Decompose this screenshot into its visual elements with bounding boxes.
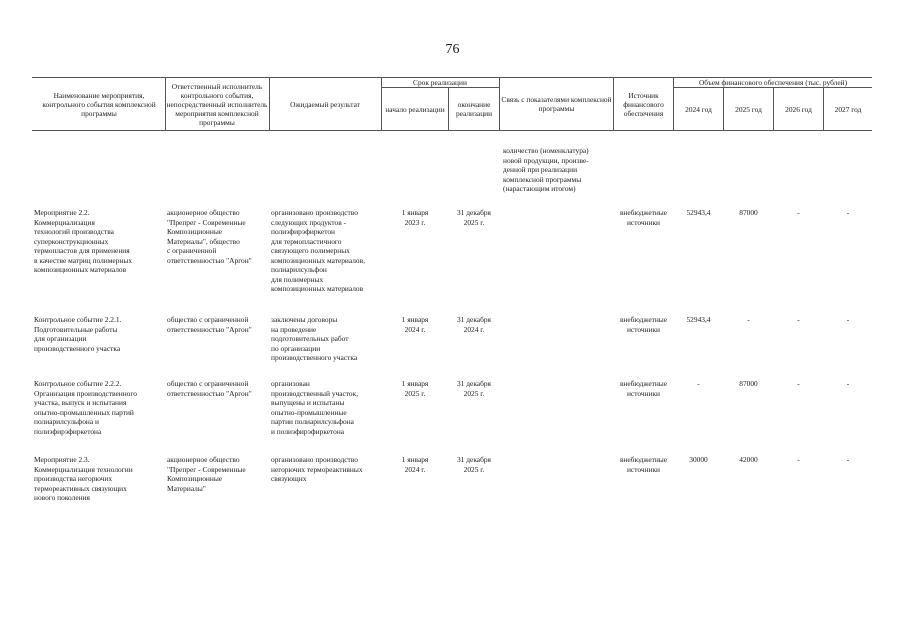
row-start: 1 января 2024 г. bbox=[401, 315, 429, 334]
row-2027: - bbox=[846, 455, 850, 464]
header-end: окончание реализации bbox=[455, 100, 493, 118]
row-name: Контрольное событие 2.2.1. Подготовительные работы для организации производственного участка bbox=[34, 315, 122, 353]
row-source: внебюджетные источники bbox=[619, 208, 668, 227]
row-2025: 42000 bbox=[739, 455, 758, 464]
header-start: начало реализации bbox=[385, 104, 445, 114]
row-name: Мероприятие 2.2. Коммерциализация технологий производства суперконструкционных термопластов для применения в качестве матриц полимерных композиционных материалов bbox=[34, 208, 133, 274]
header-volume: Объем финансового обеспечения (тыс. рублей) bbox=[698, 78, 848, 87]
header-year-2026: 2026 год bbox=[785, 104, 812, 114]
row-end: 31 декабря 2024 г. bbox=[457, 315, 491, 334]
row-source: внебюджетные источники bbox=[619, 379, 668, 398]
header-year-2025: 2025 год bbox=[735, 104, 762, 114]
indicator-continuation: количество (номенклатура) новой продукции, произве- денной при реализации комплексной программы (нарастающим итогом) bbox=[503, 146, 589, 193]
row-2026: - bbox=[797, 208, 800, 217]
row-2025: 87000 bbox=[739, 379, 758, 388]
row-2024: 30000 bbox=[689, 455, 708, 464]
page-number: 76 bbox=[445, 42, 460, 57]
row-responsible: общество с ограниченной ответственностью "Аргон" bbox=[167, 379, 252, 398]
header-indicators: Связь с показателями комплексной программы bbox=[501, 95, 612, 113]
row-start: 1 января 2025 г. bbox=[401, 379, 429, 398]
row-responsible: акционерное общество "Препрег - Современные Композиционные Материалы", общество с ограниченной ответственностью "Аргон" bbox=[167, 208, 252, 265]
row-name: Мероприятие 2.3. Коммерциализация технологии производства негорючих термореактивных связующих нового поколения bbox=[34, 455, 133, 502]
row-2027: - bbox=[846, 379, 850, 388]
header-name: Наименование мероприятия, контрольного события комплексной программы bbox=[42, 90, 156, 118]
row-2025: 87000 bbox=[739, 208, 758, 217]
row-end: 31 декабря 2025 г. bbox=[457, 208, 491, 227]
row-2024: 52943,4 bbox=[686, 315, 711, 324]
row-2026: - bbox=[797, 455, 800, 464]
row-expected: организовано производство негорючих термореактивных связующих bbox=[271, 455, 363, 483]
row-expected: заключены договоры на проведение подготовительных работ по организации производственного участка bbox=[271, 315, 358, 362]
row-start: 1 января 2023 г. bbox=[401, 208, 429, 227]
header-source: Источник финансового обеспечения bbox=[623, 90, 664, 118]
row-2026: - bbox=[797, 315, 800, 324]
row-responsible: общество с ограниченной ответственностью "Аргон" bbox=[167, 315, 252, 334]
header-year-2024: 2024 год bbox=[685, 104, 712, 114]
row-source: внебюджетные источники bbox=[619, 455, 668, 474]
row-expected: организован производственный участок, выпущены и испытаны опытно-промышленные партии полиарилсульфона и полиэфирэфиркетона bbox=[271, 379, 359, 436]
header-expected-result: Ожидаемый результат bbox=[290, 99, 360, 109]
row-2024: - bbox=[697, 379, 700, 388]
row-name: Контрольное событие 2.2.2. Организация производственного участка, выпуск и испытания опытно-промышленных партий полиарилсульфона и полиэфирэфиркетона bbox=[34, 379, 137, 436]
header-responsible: Ответственный исполнитель контрольного события, непосредственный исполнитель мероприятия комплексной программы bbox=[166, 81, 268, 127]
row-2024: 52943,4 bbox=[686, 208, 711, 217]
row-source: внебюджетные источники bbox=[619, 315, 668, 334]
header-year-2027: 2027 год bbox=[834, 104, 862, 114]
header-period: Срок реализации bbox=[413, 78, 467, 87]
row-2027: - bbox=[846, 315, 850, 324]
row-end: 31 декабря 2025 г. bbox=[457, 379, 491, 398]
row-end: 31 декабря 2025 г. bbox=[457, 455, 491, 474]
row-expected: организовано производство следующих продуктов - полиэфирэфиркетон для термопластичного связующего полимерных композиционных материалов, полиарилсульфон для полимерных композиционных материалов bbox=[271, 208, 365, 293]
row-2026: - bbox=[797, 379, 800, 388]
row-responsible: акционерное общество "Препрег - Современные Композиционные Материалы" bbox=[167, 455, 246, 493]
row-2027: - bbox=[846, 208, 850, 217]
row-2025: - bbox=[747, 315, 750, 324]
row-start: 1 января 2024 г. bbox=[401, 455, 429, 474]
